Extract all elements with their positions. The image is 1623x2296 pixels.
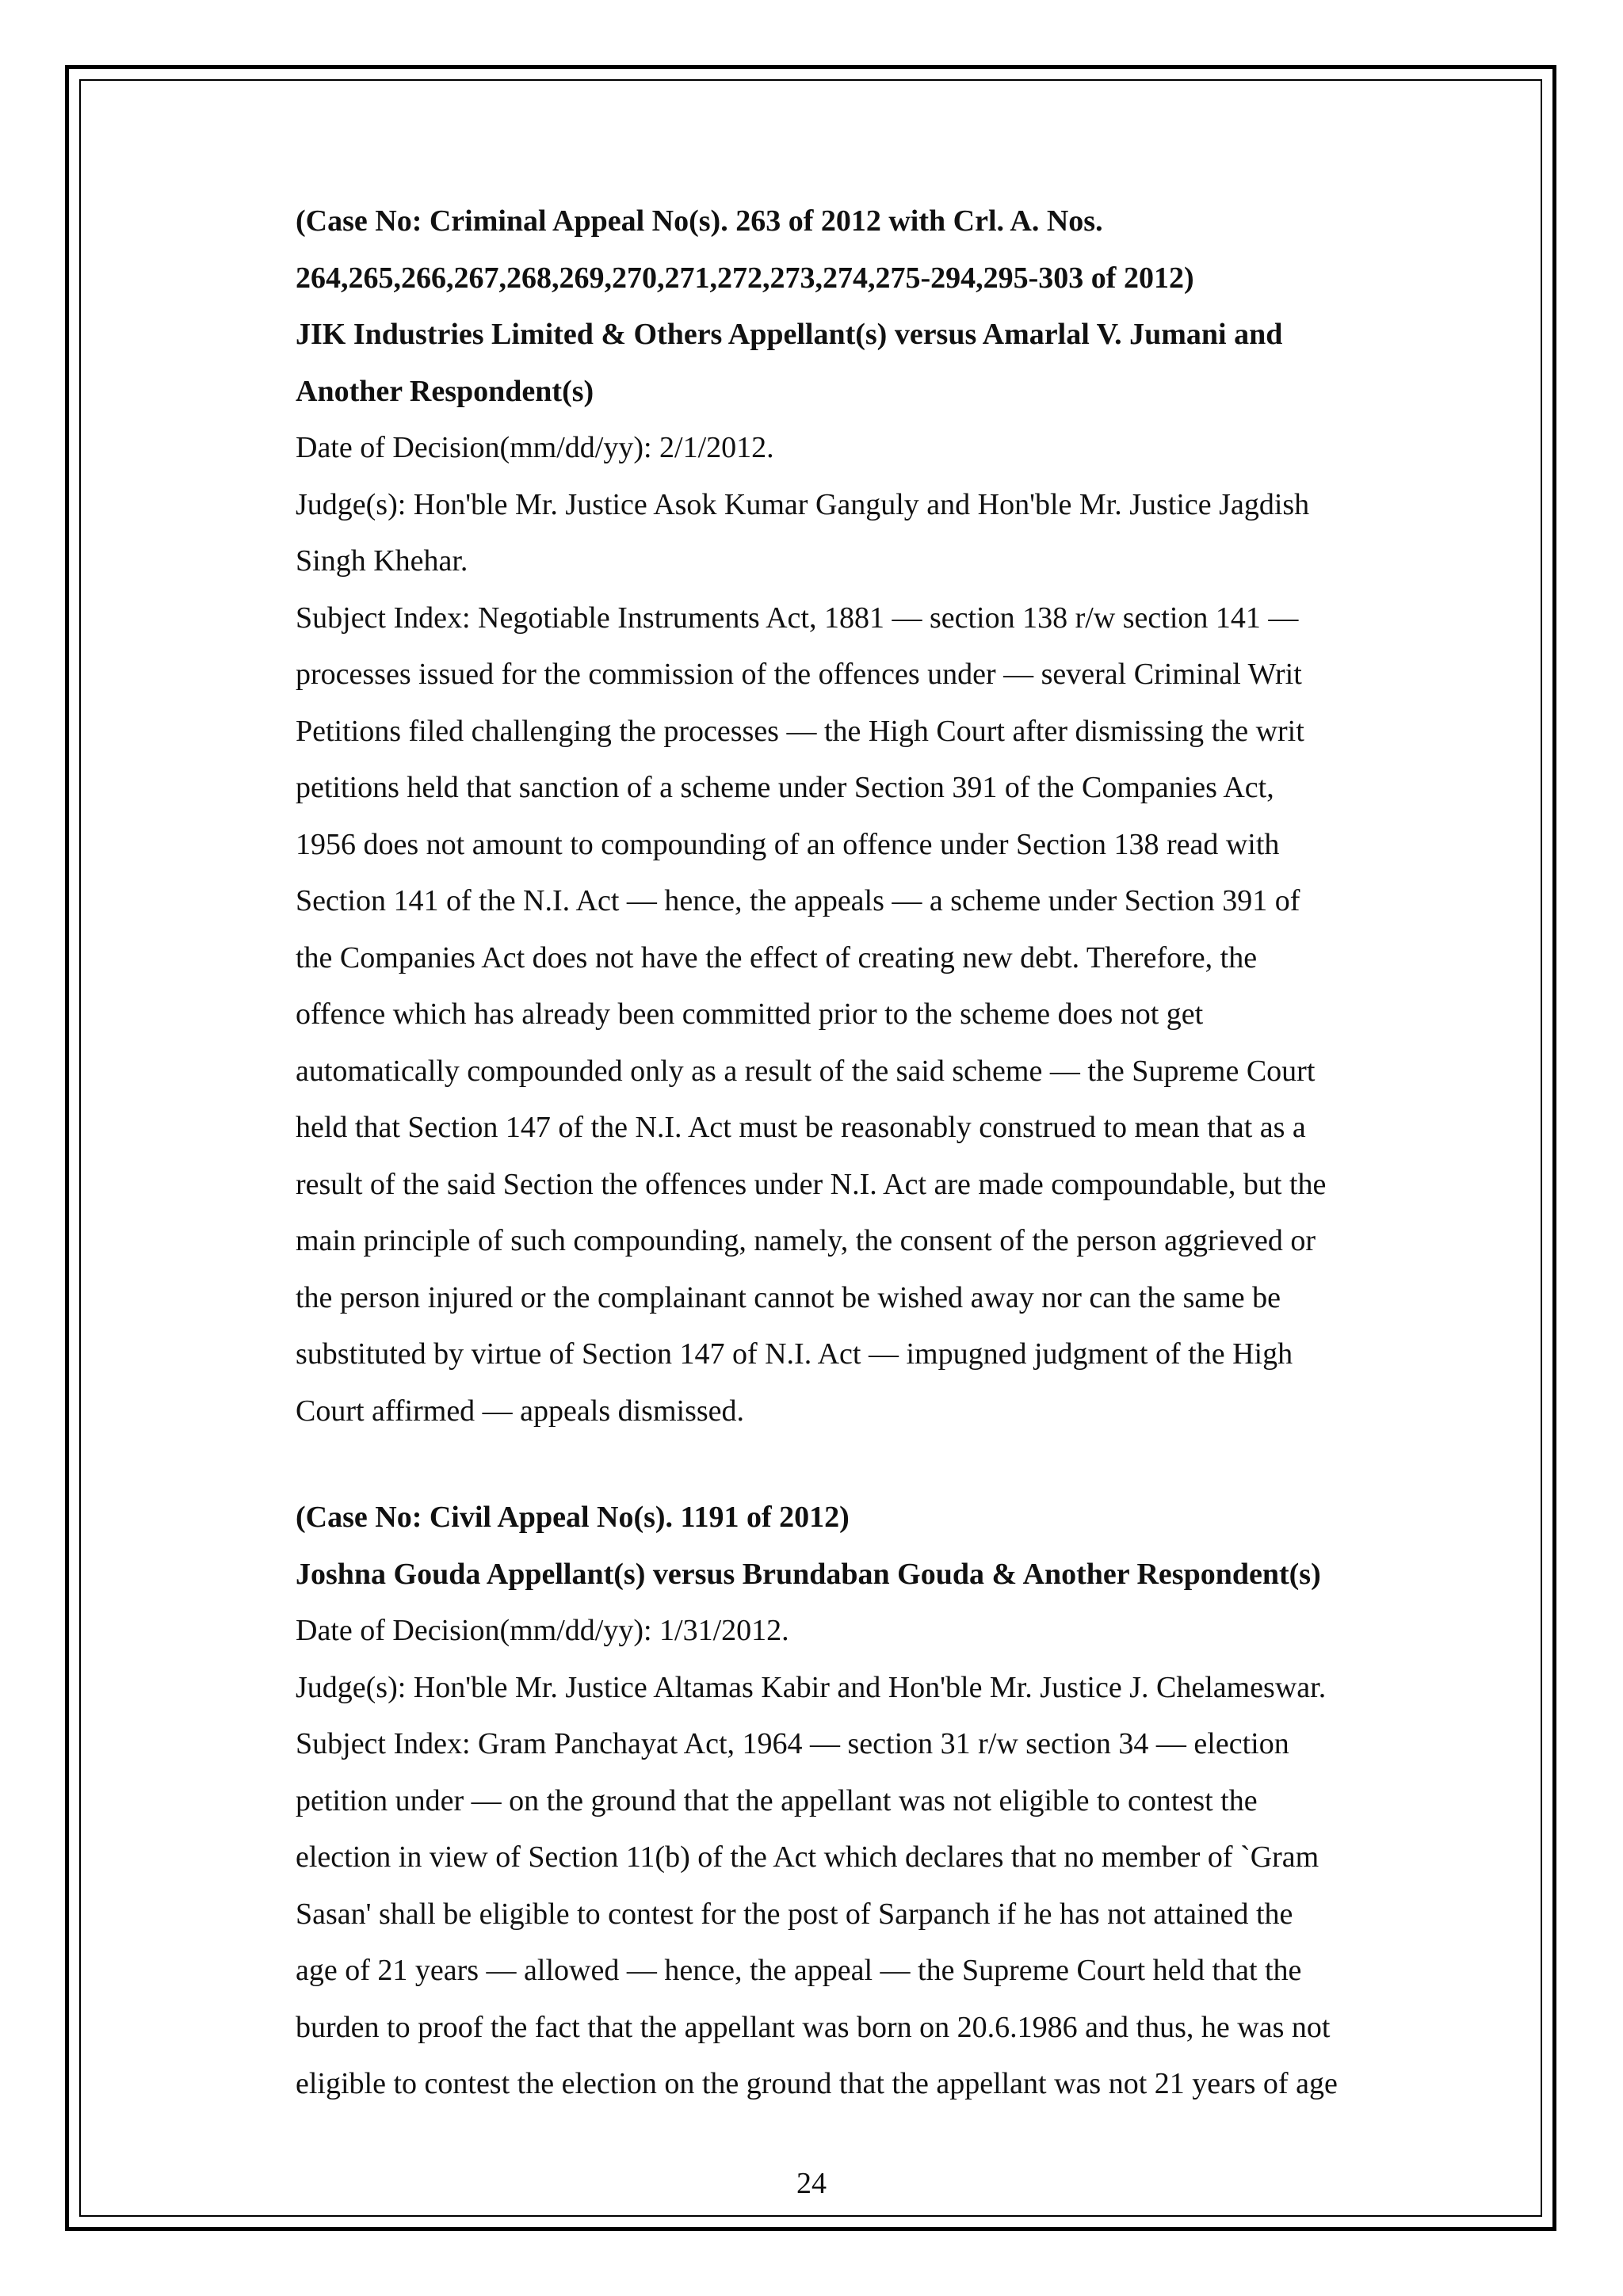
case-1-subject-line: result of the said Section the offences under N.I. Act are made compoundable, but the xyxy=(296,1167,1327,1201)
case-1-judges-line: Singh Khehar. xyxy=(296,544,468,578)
case-1-decision-date: Date of Decision(mm/dd/yy): 2/1/2012. xyxy=(296,431,774,464)
case-entry-2 xyxy=(296,1489,1437,2113)
case-1-subject-line: Section 141 of the N.I. Act — hence, the appeals — a scheme under Section 391 of xyxy=(296,884,1300,917)
case-entry-1 xyxy=(296,193,1437,1440)
case-1-subject-line: held that Section 147 of the N.I. Act must be reasonably construed to mean that as a xyxy=(296,1111,1306,1144)
case-2-subject-line: Subject Index: Gram Panchayat Act, 1964 — section 31 r/w section 34 — election xyxy=(296,1727,1289,1760)
case-1-subject-line: processes issued for the commission of the offences under — several Criminal Writ xyxy=(296,658,1302,691)
case-2-heading-line: (Case No: Civil Appeal No(s). 1191 of 2012) xyxy=(296,1501,850,1534)
case-1-subject-line: Petitions filed challenging the processes — the High Court after dismissing the writ xyxy=(296,714,1304,748)
case-1-subject-line: the Companies Act does not have the effect of creating new debt. Therefore, the xyxy=(296,940,1258,974)
case-1-subject-line: substituted by virtue of Section 147 of N.I. Act — impugned judgment of the High xyxy=(296,1337,1293,1371)
document-body xyxy=(296,193,1437,2113)
case-2-subject-line: petition under — on the ground that the appellant was not eligible to contest the xyxy=(296,1783,1258,1817)
case-2-subject-line: burden to proof the fact that the appellant was born on 20.6.1986 and thus, he was not xyxy=(296,2010,1331,2044)
case-1-parties-line: JIK Industries Limited & Others Appellant(s) versus Amarlal V. Jumani and xyxy=(296,318,1283,351)
case-1-subject-line: Court affirmed — appeals dismissed. xyxy=(296,1394,745,1428)
case-1-subject-line: main principle of such compounding, namely, the consent of the person aggrieved or xyxy=(296,1224,1316,1257)
case-1-parties-line: Another Respondent(s) xyxy=(296,374,594,408)
case-2-subject-line: election in view of Section 11(b) of the Act which declares that no member of `Gram xyxy=(296,1840,1319,1874)
case-1-heading-line: 264,265,266,267,268,269,270,271,272,273,274,275-294,295-303 of 2012) xyxy=(296,261,1194,295)
case-1-subject-line: automatically compounded only as a result of the said scheme — the Supreme Court xyxy=(296,1054,1316,1088)
case-2-decision-date: Date of Decision(mm/dd/yy): 1/31/2012. xyxy=(296,1614,789,1647)
case-1-heading-line: (Case No: Criminal Appeal No(s). 263 of 2012 with Crl. A. Nos. xyxy=(296,204,1103,238)
case-2-subject-line: Sasan' shall be eligible to contest for the post of Sarpanch if he has not attained the xyxy=(296,1897,1293,1931)
case-2-subject-line: eligible to contest the election on the ground that the appellant was not 21 years of age xyxy=(296,2067,1338,2100)
case-1-subject-line: 1956 does not amount to compounding of an offence under Section 138 read with xyxy=(296,827,1280,861)
case-2-subject-line: age of 21 years — allowed — hence, the appeal — the Supreme Court held that the xyxy=(296,1954,1302,1987)
case-1-subject-line: offence which has already been committed prior to the scheme does not get xyxy=(296,997,1204,1031)
case-1-subject-line: petitions held that sanction of a scheme under Section 391 of the Companies Act, xyxy=(296,771,1274,804)
case-1-judges-line: Judge(s): Hon'ble Mr. Justice Asok Kumar Ganguly and Hon'ble Mr. Justice Jagdish xyxy=(296,487,1310,521)
case-1-subject-line: Subject Index: Negotiable Instruments Act, 1881 — section 138 r/w section 141 — xyxy=(296,601,1299,635)
case-2-parties-line: Joshna Gouda Appellant(s) versus Brundaban Gouda & Another Respondent(s) xyxy=(296,1557,1321,1591)
case-2-judges-line: Judge(s): Hon'ble Mr. Justice Altamas Kabir and Hon'ble Mr. Justice J. Chelameswar. xyxy=(296,1670,1327,1704)
page-number: 24 xyxy=(796,2167,827,2200)
case-separator xyxy=(296,1440,1437,1489)
case-1-subject-line: the person injured or the complainant cannot be wished away nor can the same be xyxy=(296,1280,1281,1314)
